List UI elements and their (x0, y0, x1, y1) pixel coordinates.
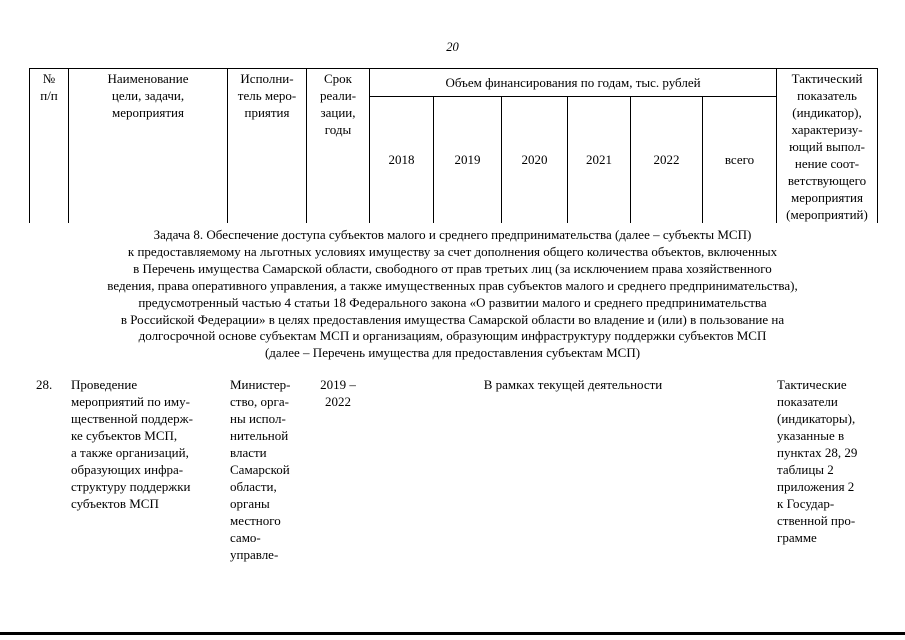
header-indicator: Тактический показатель (индикатор), характеризу- ющий выпол- нение соот- ветствующего мероприятия (мероприятий) (786, 71, 868, 222)
row-28-num: 28. (36, 377, 53, 392)
row-28-term: 2019 – 2022 (320, 377, 356, 409)
header-term: Срок реали- зации, годы (319, 71, 357, 137)
header-year-2019: 2019 (454, 152, 481, 167)
page-number: 20 (446, 40, 459, 54)
row-28-executor: Министер- ство, орга- ны испол- нительной власти Самарской области, органы местного само- управле- (230, 377, 291, 562)
funding-header-divider (369, 96, 776, 97)
header-year-2020: 2020 (521, 152, 548, 167)
header-year-2021: 2021 (586, 152, 612, 167)
row-28-name: Проведение мероприятий по иму- щественной поддерж- ке субъектов МСП, а также организаций, образующих инфра- структуру поддержки субъектов МСП (71, 377, 193, 511)
scan-bottom-edge (0, 632, 905, 635)
header-name: Наименование цели, задачи, мероприятия (107, 71, 189, 120)
column-divider (369, 68, 370, 223)
table-top-border (29, 68, 877, 69)
row-28-indicator: Тактические показатели (индикаторы), указанные в пунктах 28, 29 таблицы 2 приложения 2 к Государ- ственной про- грамме (777, 377, 858, 545)
header-num: № п/п (40, 71, 58, 103)
row-28-funding: В рамках текущей деятельности (483, 377, 663, 392)
header-total: всего (724, 152, 755, 167)
table-right-border (877, 68, 878, 223)
header-funding-title: Объем финансирования по годам, тыс. рублей (445, 75, 701, 90)
header-executor: Исполни- тель меро- приятия (237, 71, 297, 120)
header-year-2018: 2018 (388, 152, 415, 167)
header-year-2022: 2022 (653, 152, 680, 167)
task-8-description: Задача 8. Обеспечение доступа субъектов малого и среднего предпринимательства (далее – субъекты МСП) к предоставляемому на льготных условиях имуществу за счет дополнения общего количества объектов, включенных в Перечень имущества Самарской области, свободного от прав третьих лиц (за исключением права хозяйственного ведения, права оперативного управления, а также имущественных прав субъектов малого и среднего предпринимательства), предусмотренный частью 4 статьи 18 Федерального закона «О развитии малого и среднего предпринимательства в Российской Федерации» в целях предоставления имущества Самарской области во владение и (или) в пользование на долгосрочной основе субъектам МСП и организациям, образующим инфраструктуру поддержки субъектов МСП (далее – Перечень имущества для предоставления субъектам МСП) (107, 227, 798, 361)
